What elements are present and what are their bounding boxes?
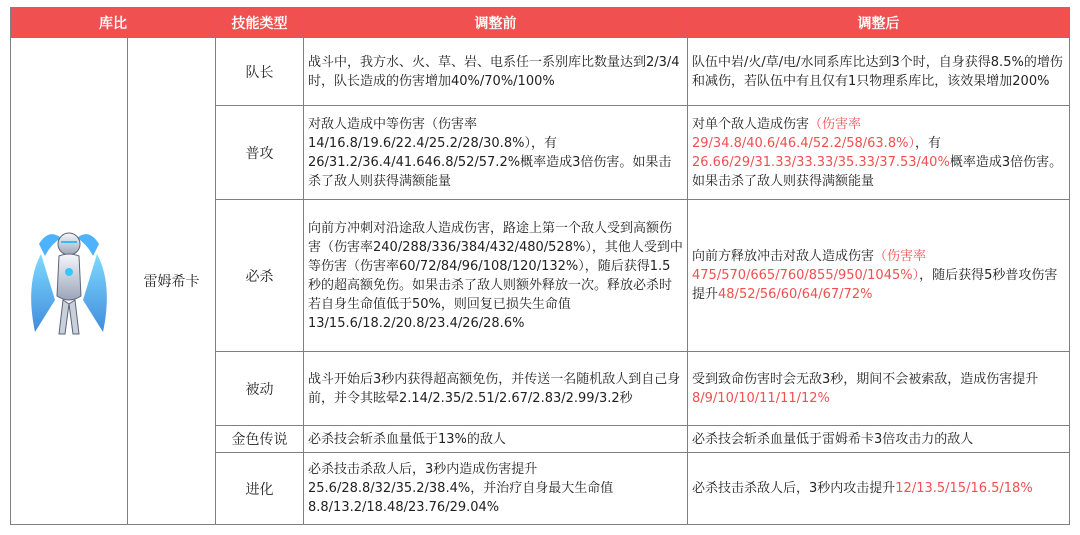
after-text <box>688 200 1070 352</box>
after-highlight: （伤害率29/34.8/40.6/46.4/52.2/58/63.8%） <box>692 116 915 151</box>
after-text <box>688 106 1070 200</box>
table-header-row <box>11 8 1070 38</box>
skill-table-wrapper <box>10 7 1069 528</box>
header-kubi: 库比 <box>11 8 216 38</box>
after-highlight: 8/9/10/10/11/11/12% <box>692 390 830 406</box>
after-text-part: 概率造成3倍伤害。如果击杀了敌人则获得满额能量 <box>692 154 1063 189</box>
after-highlight: 48/52/56/60/64/67/72% <box>718 287 873 302</box>
skill-type: 被动 <box>216 352 304 426</box>
after-text-part: 对单个敌人造成伤害 <box>692 116 810 132</box>
after-highlight: 12/13.5/15/16.5/18% <box>895 481 1033 496</box>
after-highlight: 26.66/29/31.33/33.33/35.33/37.53/40% <box>692 154 950 170</box>
before-text: 必杀技会斩杀血量低于13%的敌人 <box>304 426 688 453</box>
header-after: 调整后 <box>688 8 1070 38</box>
skill-comparison-table <box>10 7 1070 525</box>
skill-type: 必杀 <box>216 200 304 352</box>
after-text <box>688 352 1070 426</box>
character-portrait <box>21 214 117 344</box>
character-name: 雷姆希卡 <box>128 38 216 525</box>
skill-type: 普攻 <box>216 106 304 200</box>
before-text: 向前方冲刺对沿途敌人造成伤害，路途上第一个敌人受到高额伤害（伤害率240/288/336/384/432/480/528%），其他人受到中等伤害（伤害率60/72/84/96/108/120/132%），随后获得1.5秒的超高额免伤。如果击杀了敌人则额外释放一次。释放必杀时若自身生命值低于50%，则回复已损失生命值13/15.6/18.2/20.8/23.4/26/28.6% <box>304 200 688 352</box>
before-text: 战斗开始后3秒内获得超高额免伤，并传送一名随机敌人到自己身前，并令其眩晕2.14/2.35/2.51/2.67/2.83/2.99/3.2秒 <box>304 352 688 426</box>
after-text: 必杀技会斩杀血量低于雷姆希卡3倍攻击力的敌人 <box>688 426 1070 453</box>
header-skill-type: 技能类型 <box>216 8 304 38</box>
skill-type: 队长 <box>216 38 304 106</box>
after-text <box>688 453 1070 525</box>
before-text: 对敌人造成中等伤害（伤害率14/16.8/19.6/22.4/25.2/28/30.8%），有26/31.2/36.4/41.646.8/52/57.2%概率造成3倍伤害。如果击杀了敌人则获得满额能量 <box>304 106 688 200</box>
after-text-part: 受到致命伤害时会无敌3秒，期间不会被索敌，造成伤害提升 <box>692 371 1039 387</box>
character-portrait-cell <box>11 38 128 525</box>
table-row <box>11 38 1070 106</box>
skill-type: 进化 <box>216 453 304 525</box>
skill-type: 金色传说 <box>216 426 304 453</box>
after-highlight: （伤害率475/570/665/760/855/950/1045%） <box>692 249 927 283</box>
after-text-part: 必杀技击杀敌人后，3秒内攻击提升 <box>692 481 896 496</box>
before-text: 战斗中，我方水、火、草、岩、电系任一系别库比数量达到2/3/4时，队长造成的伤害增加40%/70%/100% <box>304 38 688 106</box>
header-before: 调整前 <box>304 8 688 38</box>
after-text-part: ，随后获得5秒普攻伤害提升 <box>692 268 1058 302</box>
before-text: 必杀技击杀敌人后，3秒内造成伤害提升25.6/28.8/32/35.2/38.4%，并治疗自身最大生命值8.8/13.2/18.48/23.76/29.04% <box>304 453 688 525</box>
after-text: 队伍中岩/火/草/电/水同系库比达到3个时，自身获得8.5%的增伤和减伤，若队伍中有且仅有1只物理系库比，该效果增加200% <box>688 38 1070 106</box>
after-text-part: ，有 <box>914 135 941 151</box>
after-text-part: 向前方释放冲击对敌人造成伤害 <box>692 249 875 264</box>
